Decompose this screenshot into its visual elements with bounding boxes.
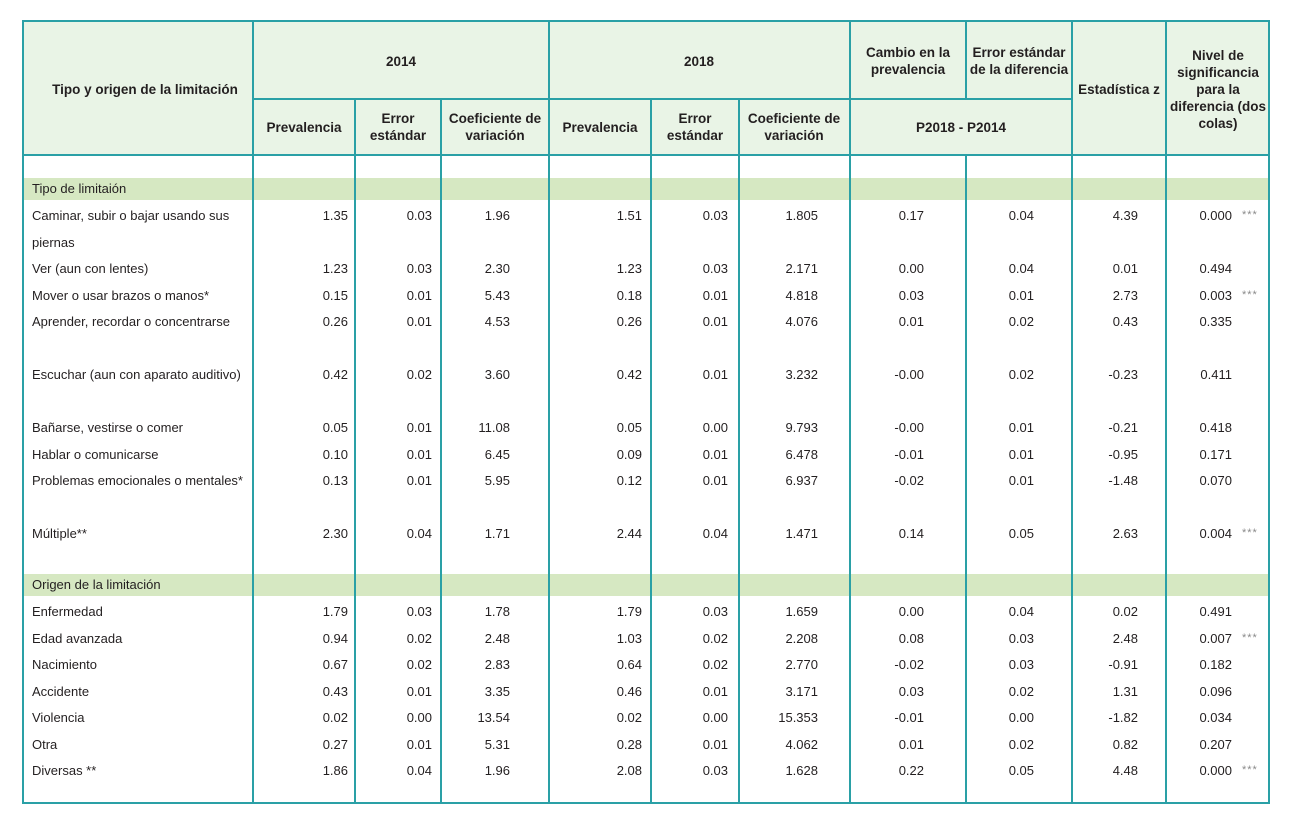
- header-error-diferencia: Error estándar de la diferencia: [969, 45, 1069, 77]
- cell-value: 0.05: [1008, 763, 1034, 778]
- cell-value: 0.04: [1008, 261, 1034, 276]
- cell-value: -0.95: [1108, 446, 1138, 462]
- cell-value: 0.00: [898, 261, 924, 276]
- cell-value: 0.03: [1008, 657, 1034, 672]
- cell-value: 0.12: [616, 473, 642, 488]
- cell-value: 0.02: [1008, 314, 1034, 329]
- cell-value: 0.182: [1199, 657, 1232, 672]
- cell-value: 0.26: [322, 314, 348, 329]
- cell-value: 6.45: [484, 446, 510, 462]
- cell-value: 9.793: [785, 420, 818, 435]
- cell-value: 0.22: [898, 763, 924, 778]
- cell-value: 0.01: [406, 420, 432, 435]
- cell-value: 0.00: [898, 604, 924, 619]
- cell-value: 2.08: [616, 763, 642, 778]
- cell-value: 0.02: [406, 630, 432, 646]
- significance-stars: ***: [1242, 209, 1258, 221]
- cell-value: 1.805: [785, 208, 818, 223]
- cell-value: 0.335: [1199, 314, 1232, 329]
- cell-value: 0.01: [406, 736, 432, 752]
- cell-value: 3.232: [785, 367, 818, 382]
- row-label: Nacimiento: [32, 657, 98, 672]
- header-tipo-origen: Tipo y origen de la limitación: [52, 81, 238, 97]
- cell-value: 0.01: [406, 446, 432, 462]
- cell-value: 0.05: [1008, 526, 1034, 541]
- cell-value: 5.31: [484, 736, 510, 752]
- cell-value: 6.478: [785, 446, 818, 462]
- cell-value: 0.01: [702, 683, 728, 699]
- cell-value: 0.04: [1008, 208, 1034, 223]
- cell-value: 0.000: [1199, 208, 1232, 223]
- row-label: Ver (aun con lentes): [32, 261, 149, 276]
- cell-value: 2.30: [322, 526, 348, 541]
- cell-value: 1.78: [484, 604, 510, 619]
- cell-value: 5.43: [484, 287, 510, 303]
- cell-value: 2.48: [484, 630, 510, 646]
- cell-value: 0.03: [406, 604, 432, 619]
- cell-value: 1.35: [322, 208, 348, 223]
- cell-value: 0.01: [702, 287, 728, 303]
- cell-value: 0.01: [898, 314, 924, 329]
- cell-value: 4.062: [785, 736, 818, 752]
- subheader-coef-2014: Coeficiente de variación: [448, 111, 542, 143]
- cell-value: 0.411: [1200, 367, 1232, 382]
- cell-value: 0.01: [702, 736, 728, 752]
- col-divider: [965, 22, 967, 98]
- cell-value: 2.73: [1112, 287, 1138, 303]
- cell-value: 1.71: [484, 526, 510, 541]
- cell-value: 0.26: [616, 314, 642, 329]
- cell-value: 0.01: [1008, 420, 1034, 435]
- subheader-error-2018: Error estándar: [666, 111, 724, 143]
- cell-value: -0.02: [894, 657, 924, 672]
- cell-value: 0.007: [1199, 630, 1232, 646]
- cell-value: 0.03: [702, 261, 728, 276]
- cell-value: 0.01: [898, 736, 924, 752]
- cell-value: 1.23: [322, 261, 348, 276]
- cell-value: 0.003: [1199, 287, 1232, 303]
- cell-value: 0.00: [406, 710, 432, 725]
- row-label: Aprender, recordar o concentrarse: [32, 314, 230, 329]
- cell-value: 1.31: [1112, 683, 1138, 699]
- cell-value: 0.03: [702, 208, 728, 223]
- cell-value: 0.04: [702, 526, 728, 541]
- cell-value: 0.28: [616, 736, 642, 752]
- cell-value: 3.60: [484, 367, 510, 382]
- cell-value: 0.004: [1199, 526, 1232, 541]
- cell-value: 0.01: [406, 287, 432, 303]
- header-year-2014: 2014: [385, 53, 417, 69]
- cell-value: 0.02: [1008, 736, 1034, 752]
- row-label: Enfermedad: [32, 604, 103, 619]
- cell-value: 0.46: [616, 683, 642, 699]
- cell-value: 0.94: [322, 630, 348, 646]
- cell-value: 0.491: [1199, 604, 1232, 619]
- cell-value: 4.48: [1112, 763, 1138, 778]
- cell-value: 1.79: [616, 604, 642, 619]
- row-label: Violencia: [32, 710, 85, 725]
- cell-value: 0.01: [702, 446, 728, 462]
- cell-value: 0.04: [406, 526, 432, 541]
- cell-value: 0.67: [322, 657, 348, 672]
- cell-value: -1.82: [1108, 710, 1138, 725]
- col-divider: [354, 98, 356, 802]
- cell-value: 0.02: [1008, 683, 1034, 699]
- row-label: Problemas emocionales o mentales*: [32, 473, 243, 488]
- cell-value: -0.00: [894, 367, 924, 382]
- cell-value: 2.63: [1112, 526, 1138, 541]
- header-divider: [252, 98, 1071, 100]
- cell-value: 1.471: [785, 526, 818, 541]
- cell-value: 0.05: [322, 420, 348, 435]
- cell-value: 5.95: [484, 473, 510, 488]
- row-label: Escuchar (aun con aparato auditivo): [32, 367, 241, 382]
- cell-value: 0.034: [1199, 710, 1232, 725]
- cell-value: 0.01: [702, 314, 728, 329]
- col-divider: [1071, 22, 1073, 802]
- cell-value: 0.00: [702, 420, 728, 435]
- cell-value: 0.64: [616, 657, 642, 672]
- row-label: Diversas **: [32, 763, 97, 778]
- cell-value: 13.54: [477, 710, 510, 725]
- cell-value: -0.01: [894, 446, 924, 462]
- cell-value: 1.96: [484, 763, 510, 778]
- col-divider: [440, 98, 442, 802]
- cell-value: 0.00: [702, 710, 728, 725]
- cell-value: 4.53: [484, 314, 510, 329]
- cell-value: 0.27: [322, 736, 348, 752]
- cell-value: 0.01: [1008, 446, 1034, 462]
- cell-value: 0.03: [406, 261, 432, 276]
- cell-value: 3.171: [785, 683, 818, 699]
- cell-value: 0.03: [702, 604, 728, 619]
- cell-value: 0.17: [898, 208, 924, 223]
- cell-value: 2.770: [785, 657, 818, 672]
- subheader-error-2014: Error estándar: [369, 111, 427, 143]
- cell-value: 0.494: [1199, 261, 1232, 276]
- cell-value: 0.08: [898, 630, 924, 646]
- cell-value: 0.00: [1008, 710, 1034, 725]
- col-divider: [965, 156, 967, 802]
- cell-value: 0.01: [1112, 261, 1138, 276]
- row-label: Otra: [32, 736, 58, 752]
- significance-stars: ***: [1242, 527, 1258, 539]
- table-frame: [22, 20, 1270, 804]
- row-label: Múltiple**: [32, 526, 87, 541]
- header-bottom-line: [24, 154, 1268, 156]
- cell-value: 1.96: [484, 208, 510, 223]
- cell-value: 0.09: [616, 446, 642, 462]
- cell-value: 0.42: [322, 367, 348, 382]
- cell-value: 4.818: [785, 287, 818, 303]
- cell-value: 0.18: [616, 287, 642, 303]
- cell-value: 0.01: [1008, 287, 1034, 303]
- subheader-prevalencia-2018: Prevalencia: [562, 119, 638, 135]
- cell-value: 2.30: [484, 261, 510, 276]
- col-divider: [252, 22, 254, 802]
- cell-value: -0.91: [1108, 657, 1138, 672]
- significance-stars: ***: [1242, 631, 1258, 644]
- cell-value: 11.08: [478, 420, 510, 435]
- cell-value: 0.42: [616, 367, 642, 382]
- cell-value: 0.82: [1112, 736, 1138, 752]
- cell-value: 0.01: [406, 473, 432, 488]
- subheader-coef-2018: Coeficiente de variación: [747, 111, 841, 143]
- cell-value: 6.937: [785, 473, 818, 488]
- row-label: Edad avanzada: [32, 630, 123, 646]
- col-divider: [650, 98, 652, 802]
- cell-value: 3.35: [484, 683, 510, 699]
- cell-value: 0.03: [406, 208, 432, 223]
- header-year-2018: 2018: [683, 53, 715, 69]
- subheader-p-diff: P2018 - P2014: [915, 119, 1007, 135]
- row-label: Bañarse, vestirse o comer: [32, 420, 184, 435]
- cell-value: 2.208: [785, 630, 818, 646]
- cell-value: 0.10: [322, 446, 348, 462]
- cell-value: 0.01: [702, 473, 728, 488]
- cell-value: 0.02: [406, 367, 432, 382]
- cell-value: 2.48: [1112, 630, 1138, 646]
- cell-value: 0.171: [1199, 446, 1232, 462]
- cell-value: -0.02: [894, 473, 924, 488]
- cell-value: 4.076: [785, 314, 818, 329]
- cell-value: 0.03: [1008, 630, 1034, 646]
- cell-value: -0.01: [894, 710, 924, 725]
- cell-value: 0.04: [406, 763, 432, 778]
- cell-value: 0.13: [322, 473, 348, 488]
- cell-value: 1.03: [616, 630, 642, 646]
- cell-value: 0.070: [1199, 473, 1232, 488]
- header-nivel: Nivel de significancia para la diferencia (dos colas): [1169, 47, 1267, 131]
- subheader-prevalencia-2014: Prevalencia: [266, 119, 342, 135]
- cell-value: 0.03: [898, 683, 924, 699]
- cell-value: 0.15: [322, 287, 348, 303]
- cell-value: 0.01: [406, 683, 432, 699]
- col-divider: [849, 22, 851, 802]
- cell-value: 15.353: [778, 710, 818, 725]
- cell-value: 0.02: [616, 710, 642, 725]
- significance-stars: ***: [1242, 764, 1258, 776]
- cell-value: 0.03: [702, 763, 728, 778]
- cell-value: 0.03: [898, 287, 924, 303]
- section-title-tipo: Tipo de limitaión: [32, 181, 127, 196]
- cell-value: -0.21: [1108, 420, 1138, 435]
- cell-value: 0.000: [1199, 763, 1232, 778]
- cell-value: 0.43: [1112, 314, 1138, 329]
- cell-value: 0.418: [1199, 420, 1232, 435]
- cell-value: 1.23: [616, 261, 642, 276]
- cell-value: 2.44: [616, 526, 642, 541]
- cell-value: -0.00: [894, 420, 924, 435]
- col-divider: [1165, 22, 1167, 802]
- significance-stars: ***: [1242, 288, 1258, 301]
- row-label: Accidente: [32, 683, 90, 699]
- cell-value: 0.02: [1112, 604, 1138, 619]
- row-label: Mover o usar brazos o manos*: [32, 287, 210, 303]
- row-label: Hablar o comunicarse: [32, 446, 159, 462]
- cell-value: 4.39: [1112, 208, 1138, 223]
- cell-value: -1.48: [1108, 473, 1138, 488]
- cell-value: 1.628: [785, 763, 818, 778]
- cell-value: 0.01: [406, 314, 432, 329]
- cell-value: 0.05: [616, 420, 642, 435]
- cell-value: 0.096: [1199, 683, 1232, 699]
- header-estadistica: Estadística z: [1078, 81, 1160, 97]
- col-divider: [738, 98, 740, 802]
- cell-value: 2.171: [785, 261, 818, 276]
- cell-value: 1.86: [322, 763, 348, 778]
- cell-value: 0.02: [702, 630, 728, 646]
- row-label: Caminar, subir o bajar usando sus piernas: [32, 208, 230, 250]
- cell-value: 1.79: [322, 604, 348, 619]
- cell-value: 0.43: [322, 683, 348, 699]
- cell-value: 1.659: [785, 604, 818, 619]
- cell-value: 0.207: [1199, 736, 1232, 752]
- section-title-origen: Origen de la limitación: [32, 577, 161, 592]
- cell-value: 0.01: [702, 367, 728, 382]
- cell-value: 0.02: [1008, 367, 1034, 382]
- cell-value: 0.04: [1008, 604, 1034, 619]
- cell-value: 2.83: [484, 657, 510, 672]
- cell-value: 0.01: [1008, 473, 1034, 488]
- col-divider: [548, 22, 550, 802]
- cell-value: 0.02: [406, 657, 432, 672]
- cell-value: 0.14: [898, 526, 924, 541]
- cell-value: 0.02: [322, 710, 348, 725]
- header-cambio: Cambio en la prevalencia: [865, 45, 951, 77]
- cell-value: 0.02: [702, 657, 728, 672]
- cell-value: 1.51: [616, 208, 642, 223]
- cell-value: -0.23: [1108, 367, 1138, 382]
